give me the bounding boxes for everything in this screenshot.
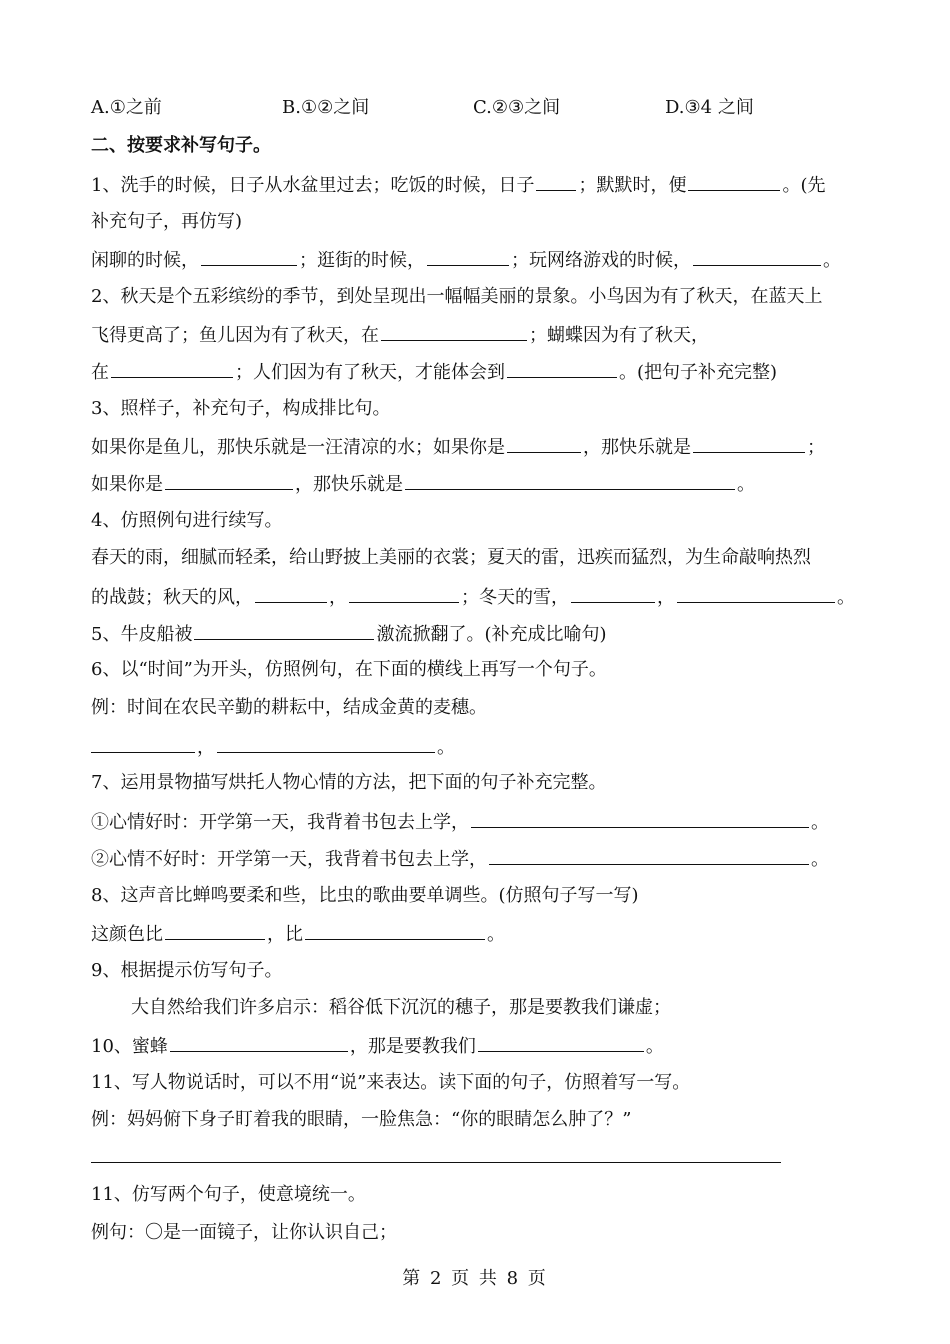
- q2-text-5: 。(把句子补充完整): [619, 362, 778, 383]
- blank[interactable]: [111, 359, 233, 378]
- q7-good: [91, 809, 829, 835]
- q7-text-2: 。: [811, 812, 829, 833]
- q6-title: 6、以“时间”为开头，仿照例句，在下面的横线上再写一个句子。: [91, 659, 607, 680]
- q1-text-7: 。: [823, 250, 841, 271]
- q1-text-1: 1、洗手的时候，日子从水盆里过去；吃饭的时候，日子: [91, 175, 535, 196]
- blank[interactable]: [471, 809, 809, 828]
- blank[interactable]: [478, 1033, 644, 1052]
- option-c: C.②③之间: [473, 97, 561, 118]
- blank[interactable]: [489, 846, 809, 865]
- q12-example: 例句：〇是一面镜子，让你认识自己；: [91, 1222, 397, 1243]
- q8-title: 8、这声音比蝉鸣要柔和些，比虫的歌曲要单调些。(仿照句子写一写): [91, 885, 639, 906]
- q4-text-5: 。: [837, 587, 855, 608]
- q5-text-2: 激流掀翻了。(补充成比喻句): [376, 624, 607, 645]
- q1-line2: 补充句子，再仿写): [91, 211, 243, 232]
- option-b: B.①②之间: [282, 97, 370, 118]
- blank[interactable]: [427, 247, 509, 266]
- q1-text-2: ；默默时，便: [578, 175, 687, 196]
- q4-text-2: ，: [329, 587, 347, 608]
- blank[interactable]: [91, 734, 195, 753]
- q10-text-3: 。: [645, 1036, 664, 1057]
- q3-text-6: 。: [737, 474, 755, 495]
- blank[interactable]: [571, 584, 655, 603]
- q8-text-3: 。: [487, 924, 505, 945]
- q9-title: 9、根据提示仿写句子。: [91, 960, 283, 981]
- q10-line: [91, 1033, 664, 1059]
- blank[interactable]: [507, 359, 617, 378]
- q11-title: 11、写人物说话时，可以不用“说”来表达。读下面的句子，仿照着写一写。: [91, 1072, 691, 1093]
- page-footer: 第 2 页 共 8 页: [402, 1268, 548, 1289]
- blank[interactable]: [381, 322, 527, 341]
- blank[interactable]: [693, 434, 805, 453]
- q6-text-2: 。: [437, 737, 455, 758]
- blank[interactable]: [194, 621, 374, 640]
- q4-text-3: ；冬天的雪，: [461, 587, 569, 608]
- q3-text-2: ，那快乐就是: [583, 437, 691, 458]
- q7-text-4: 。: [811, 849, 829, 870]
- blank[interactable]: [688, 172, 780, 191]
- blank[interactable]: [201, 247, 297, 266]
- blank[interactable]: [305, 921, 485, 940]
- section-title: 二、按要求补写句子。: [91, 135, 271, 156]
- blank[interactable]: [693, 247, 821, 266]
- q7-text-1: ①心情好时：开学第一天，我背着书包去上学，: [91, 812, 469, 833]
- blank[interactable]: [217, 734, 435, 753]
- option-d: D.③4 之间: [665, 97, 754, 118]
- blank[interactable]: [405, 471, 735, 490]
- blank[interactable]: [536, 172, 576, 191]
- q4-line1: 春天的雨，细腻而轻柔，给山野披上美丽的衣裳；夏天的雷，迅疾而猛烈，为生命敲响热烈: [91, 547, 811, 568]
- q1-text-4: 闲聊的时候，: [91, 250, 199, 271]
- q12-title: 11、仿写两个句子，使意境统一。: [91, 1184, 366, 1205]
- blank[interactable]: [507, 434, 581, 453]
- q7-bad: [91, 846, 829, 872]
- q1-text-3: 。(先: [782, 175, 826, 196]
- blank[interactable]: [165, 921, 265, 940]
- q6-text-1: ，: [197, 737, 215, 758]
- q6-example: 例：时间在农民辛勤的耕耘中，结成金黄的麦穗。: [91, 697, 487, 718]
- q5-line: [91, 621, 607, 647]
- q5-text-1: 5、牛皮船被: [91, 624, 193, 645]
- q3-text-1: 如果你是鱼儿，那快乐就是一汪清凉的水；如果你是: [91, 437, 505, 458]
- blank[interactable]: [255, 584, 327, 603]
- q2-text-4: ；人们因为有了秋天，才能体会到: [235, 362, 505, 383]
- q7-title: 7、运用景物描写烘托人物心情的方法，把下面的句子补充完整。: [91, 772, 607, 793]
- q9-example: 大自然给我们许多启示：稻谷低下沉沉的穗子，那是要教我们谦虚；: [131, 997, 671, 1018]
- q4-text-4: ，: [657, 587, 675, 608]
- q8-text-2: ，比: [267, 924, 303, 945]
- q8-text-1: 这颜色比: [91, 924, 163, 945]
- q3-title: 3、照样子，补充句子，构成排比句。: [91, 398, 391, 419]
- q2-line3: [91, 359, 777, 385]
- option-a: A.①之前: [91, 97, 162, 118]
- q8-answer: [91, 921, 505, 947]
- q2-text-2: ；蝴蝶因为有了秋天，: [529, 325, 709, 346]
- q2-line2: [91, 322, 709, 348]
- blank[interactable]: [677, 584, 835, 603]
- blank[interactable]: [349, 584, 459, 603]
- q4-line2: [91, 584, 855, 610]
- blank[interactable]: [170, 1033, 348, 1052]
- answer-line[interactable]: [91, 1162, 781, 1163]
- q2-line1: 2、秋天是个五彩缤纷的季节，到处呈现出一幅幅美丽的景象。小鸟因为有了秋天，在蓝天上: [91, 286, 823, 307]
- q11-example: 例：妈妈俯下身子盯着我的眼睛，一脸焦急：“你的眼睛怎么肿了？”: [91, 1109, 632, 1130]
- q3-text-3: ；: [807, 437, 825, 458]
- q1-line3: [91, 247, 841, 273]
- q2-text-1: 飞得更高了；鱼儿因为有了秋天，在: [91, 325, 379, 346]
- q1-text-6: ；玩网络游戏的时候，: [511, 250, 691, 271]
- q10-text-2: ，那是要教我们: [349, 1036, 476, 1057]
- q3-text-5: ，那快乐就是: [295, 474, 403, 495]
- q7-text-3: ②心情不好时：开学第一天，我背着书包去上学，: [91, 849, 487, 870]
- q10-text-1: 10、蜜蜂: [91, 1036, 168, 1057]
- blank[interactable]: [165, 471, 293, 490]
- q1-text-5: ；逛街的时候，: [299, 250, 425, 271]
- q6-answer: [91, 734, 455, 760]
- q3-line1: [91, 434, 825, 460]
- q2-text-3: 在: [91, 362, 109, 383]
- q4-text-1: 的战鼓；秋天的风，: [91, 587, 253, 608]
- q4-title: 4、仿照例句进行续写。: [91, 510, 283, 531]
- q3-text-4: 如果你是: [91, 474, 163, 495]
- q1-line1: [91, 172, 825, 198]
- q3-line2: [91, 471, 755, 497]
